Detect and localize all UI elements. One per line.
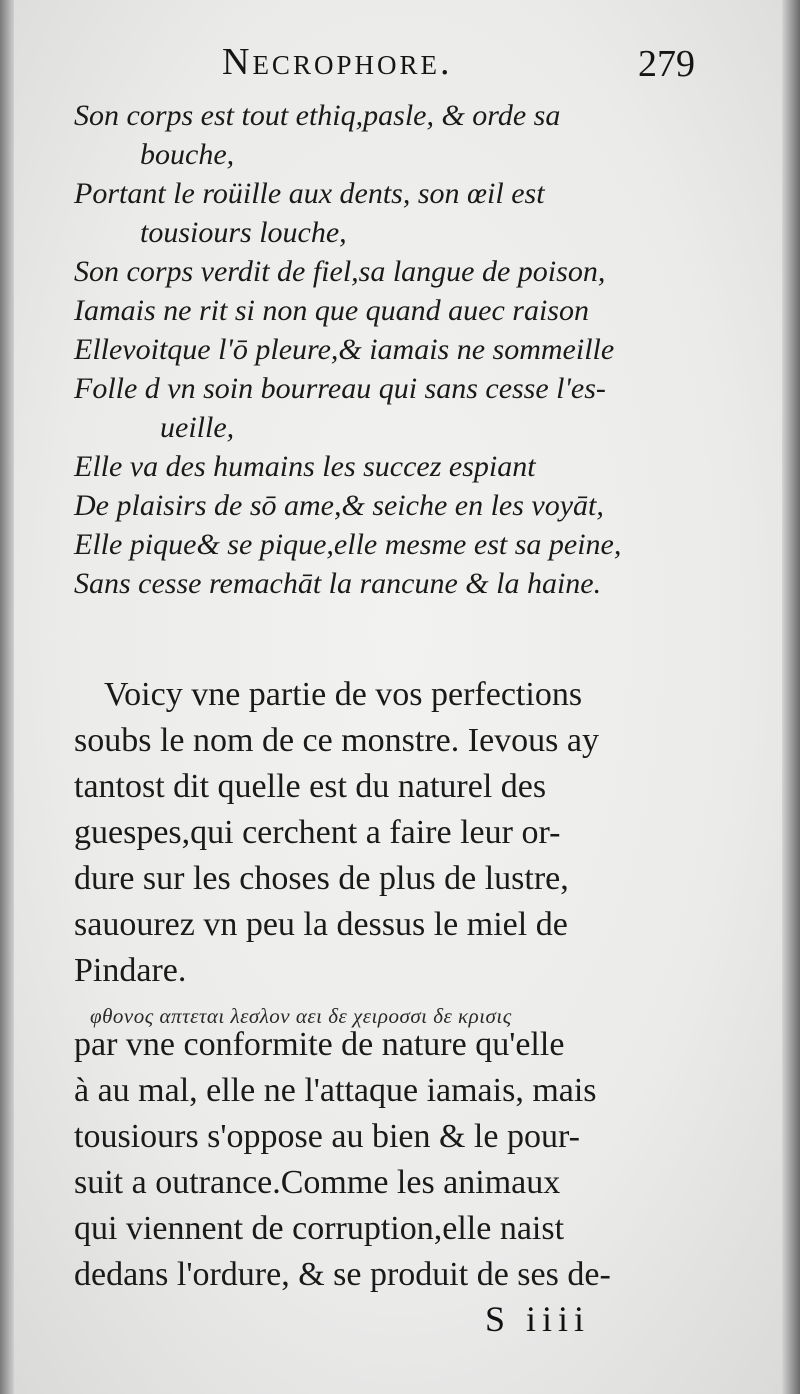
prose-line: sauourez vn peu la dessus le miel de bbox=[74, 906, 568, 943]
prose-block-1 bbox=[74, 672, 724, 1038]
prose-line: Pindare. bbox=[74, 952, 187, 989]
verse-line: Elle pique& se pique,elle mesme est sa peine, bbox=[74, 528, 622, 561]
prose-line: dure sur les choses de plus de lustre, bbox=[74, 860, 569, 897]
prose-line: suit a outrance.Comme les animaux bbox=[74, 1164, 561, 1201]
verse-line: Ellevoitque l'ō pleure,& iamais ne sommeille bbox=[74, 333, 615, 366]
verse-line: Folle d vn soin bourreau qui sans cesse l'es- bbox=[74, 372, 606, 405]
verse-block bbox=[74, 96, 734, 603]
prose-line: tantost dit quelle est du naturel des bbox=[74, 768, 547, 805]
page-left-edge bbox=[0, 0, 14, 1394]
verse-line: Sans cesse remachāt la rancune & la haine. bbox=[74, 567, 602, 600]
prose-block-2 bbox=[74, 1022, 724, 1298]
prose-line: Voicy vne partie de vos perfections bbox=[104, 676, 583, 713]
page-header bbox=[222, 40, 722, 90]
verse-line: De plaisirs de sō ame,& seiche en les voyāt, bbox=[74, 489, 604, 522]
page-number: 279 bbox=[638, 43, 695, 85]
prose-line: qui viennent de corruption,elle naist bbox=[74, 1210, 565, 1247]
verse-line: tousiours louche, bbox=[140, 216, 347, 249]
page-right-edge bbox=[782, 0, 800, 1394]
verse-line: ueille, bbox=[160, 411, 235, 444]
verse-line: Son corps est tout ethiq,pasle, & orde sa bbox=[74, 99, 561, 132]
prose-line: par vne conformite de nature qu'elle bbox=[74, 1026, 565, 1063]
greek-quotation: φθονος απτεται λεσλον αει δε χειροσσι δε κρισις bbox=[90, 1004, 512, 1028]
verse-line: Portant le roüille aux dents, son œil est bbox=[74, 177, 545, 210]
prose-line: tousiours s'oppose au bien & le pour- bbox=[74, 1118, 580, 1155]
verse-line: Iamais ne rit si non que quand auec raison bbox=[74, 294, 589, 327]
verse-line: Son corps verdit de fiel,sa langue de poison, bbox=[74, 255, 606, 288]
signature-mark: S iiii bbox=[485, 1299, 591, 1339]
verse-line: bouche, bbox=[140, 138, 235, 171]
prose-line: à au mal, elle ne l'attaque iamais, mais bbox=[74, 1072, 597, 1109]
prose-line: dedans l'ordure, & se produit de ses de- bbox=[74, 1256, 611, 1293]
running-title: Necrophore. bbox=[222, 41, 453, 83]
prose-line: guespes,qui cerchent a faire leur or- bbox=[74, 814, 561, 851]
prose-line: soubs le nom de ce monstre. Ievous ay bbox=[74, 722, 599, 759]
verse-line: Elle va des humains les succez espiant bbox=[74, 450, 536, 483]
